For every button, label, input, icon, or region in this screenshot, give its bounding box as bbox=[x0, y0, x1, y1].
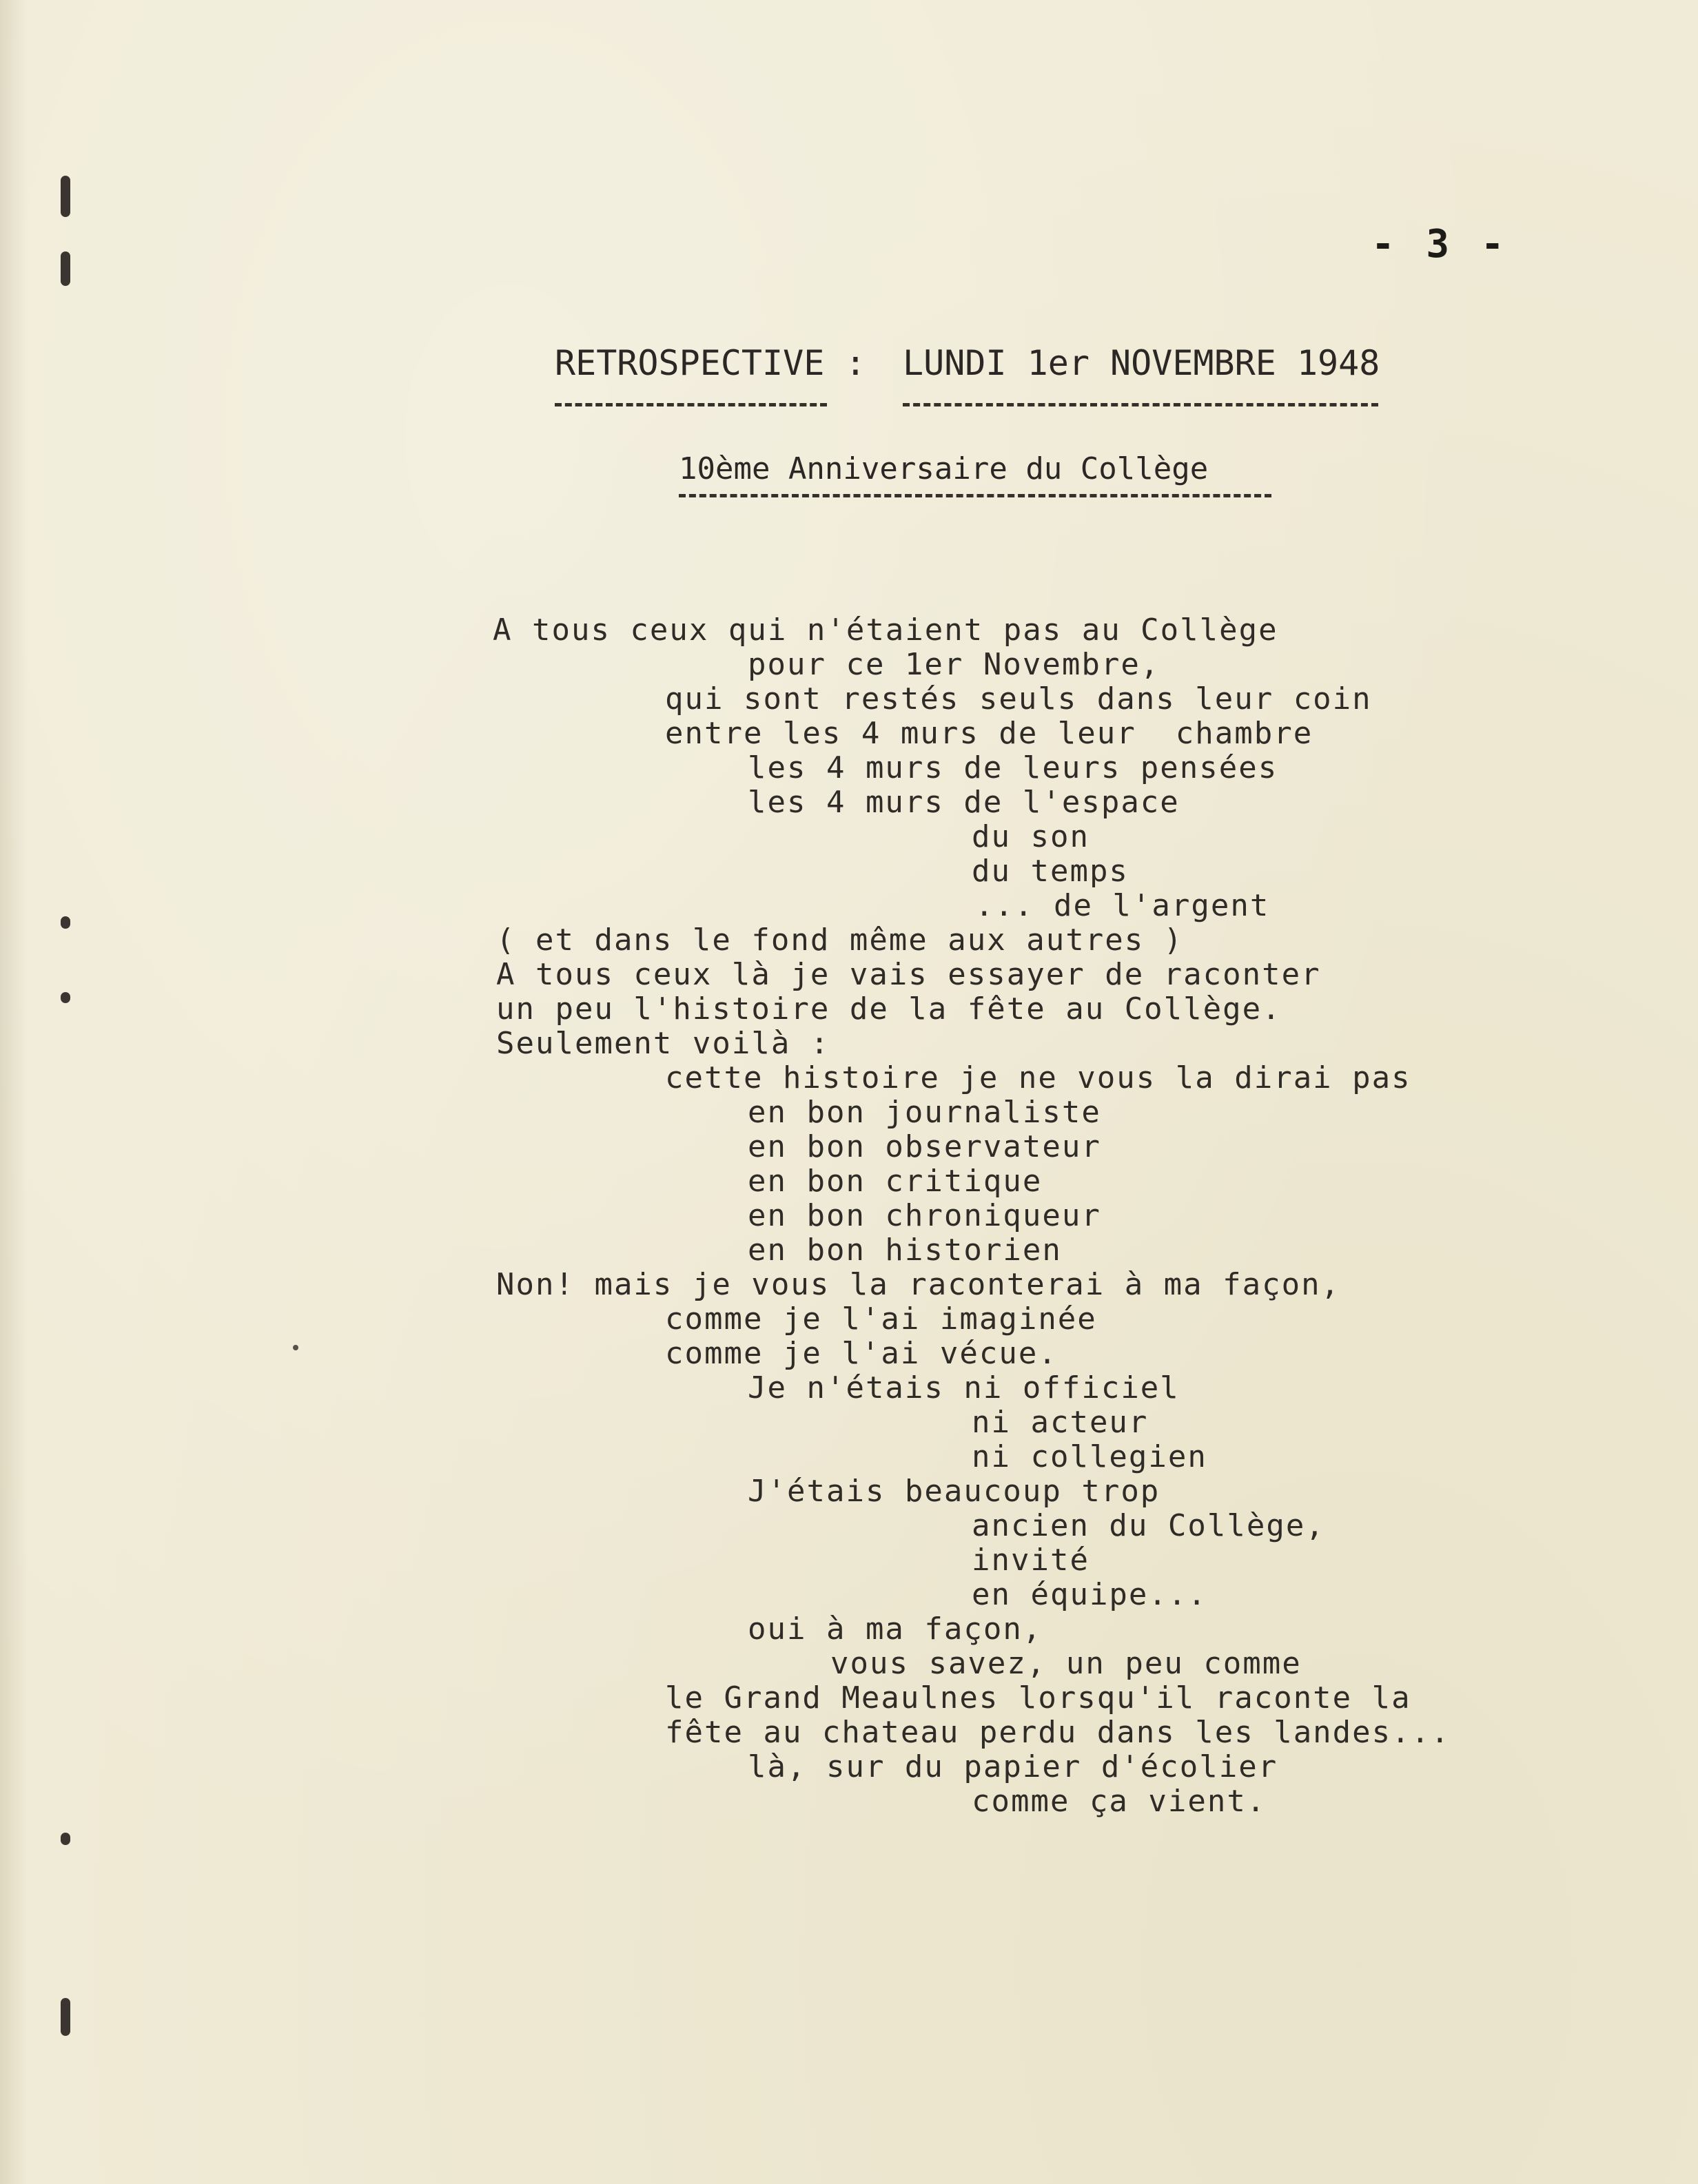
poem-line-11: A tous ceux là je vais essayer de raconter bbox=[496, 957, 1321, 992]
poem-line-29: en équipe... bbox=[972, 1577, 1207, 1612]
header-date: LUNDI 1er NOVEMBRE 1948 bbox=[903, 343, 1380, 383]
poem-line-2: pour ce 1er Novembre, bbox=[748, 647, 1160, 682]
poem-line-25: ni collegien bbox=[972, 1439, 1207, 1474]
binder-hole-mark bbox=[61, 1998, 70, 2036]
subtitle-underline bbox=[679, 494, 1271, 497]
poem-line-8: du temps bbox=[972, 854, 1129, 889]
poem-line-27: ancien du Collège, bbox=[972, 1508, 1325, 1543]
poem-line-31: vous savez, un peu comme bbox=[830, 1646, 1302, 1681]
poem-line-12: un peu l'histoire de la fête au Collège. bbox=[496, 991, 1282, 1027]
poem-line-34: là, sur du papier d'écolier bbox=[748, 1749, 1278, 1784]
poem-line-17: en bon critique bbox=[748, 1164, 1043, 1199]
subtitle: 10ème Anniversaire du Collège bbox=[679, 451, 1209, 486]
poem-line-9: ... de l'argent bbox=[975, 888, 1270, 923]
poem-line-23: Je n'étais ni officiel bbox=[748, 1370, 1180, 1405]
page-edge-shadow bbox=[0, 0, 28, 2184]
poem-line-5: les 4 murs de leurs pensées bbox=[748, 750, 1278, 785]
poem-line-19: en bon historien bbox=[748, 1233, 1062, 1268]
poem-line-4: entre les 4 murs de leur chambre bbox=[665, 716, 1313, 751]
poem-line-16: en bon observateur bbox=[748, 1129, 1101, 1164]
poem-line-15: en bon journaliste bbox=[748, 1095, 1101, 1130]
page-number: - 3 - bbox=[1371, 222, 1508, 267]
poem-line-33: fête au chateau perdu dans les landes... bbox=[665, 1715, 1451, 1750]
poem-line-28: invité bbox=[972, 1543, 1090, 1578]
poem-line-30: oui à ma façon, bbox=[748, 1611, 1043, 1647]
header-retrospective: RETROSPECTIVE : bbox=[555, 343, 866, 383]
poem-line-26: J'étais beaucoup trop bbox=[748, 1474, 1160, 1509]
binder-hole-mark bbox=[61, 916, 70, 929]
binder-hole-mark bbox=[61, 1833, 70, 1845]
header-left-underline bbox=[555, 403, 827, 406]
binder-hole-mark bbox=[61, 176, 70, 217]
poem-line-3: qui sont restés seuls dans leur coin bbox=[665, 681, 1372, 717]
poem-line-20: Non! mais je vous la raconterai à ma façon, bbox=[496, 1267, 1341, 1302]
header-right-underline bbox=[903, 403, 1378, 406]
poem-line-6: les 4 murs de l'espace bbox=[748, 785, 1180, 820]
poem-line-35: comme ça vient. bbox=[972, 1784, 1267, 1819]
binder-hole-mark bbox=[61, 251, 70, 286]
paper-speck bbox=[293, 1345, 298, 1350]
poem-line-13: Seulement voilà : bbox=[496, 1026, 830, 1061]
poem-line-21: comme je l'ai imaginée bbox=[665, 1301, 1097, 1337]
binder-hole-mark bbox=[61, 992, 70, 1003]
poem-line-1: A tous ceux qui n'étaient pas au Collège bbox=[493, 612, 1278, 648]
poem-line-10: ( et dans le fond même aux autres ) bbox=[496, 923, 1184, 958]
poem-line-18: en bon chroniqueur bbox=[748, 1198, 1101, 1233]
poem-line-24: ni acteur bbox=[972, 1405, 1149, 1440]
poem-line-14: cette histoire je ne vous la dirai pas bbox=[665, 1060, 1411, 1095]
poem-line-32: le Grand Meaulnes lorsqu'il raconte la bbox=[665, 1680, 1411, 1716]
poem-line-22: comme je l'ai vécue. bbox=[665, 1336, 1058, 1371]
poem-line-7: du son bbox=[972, 819, 1090, 854]
